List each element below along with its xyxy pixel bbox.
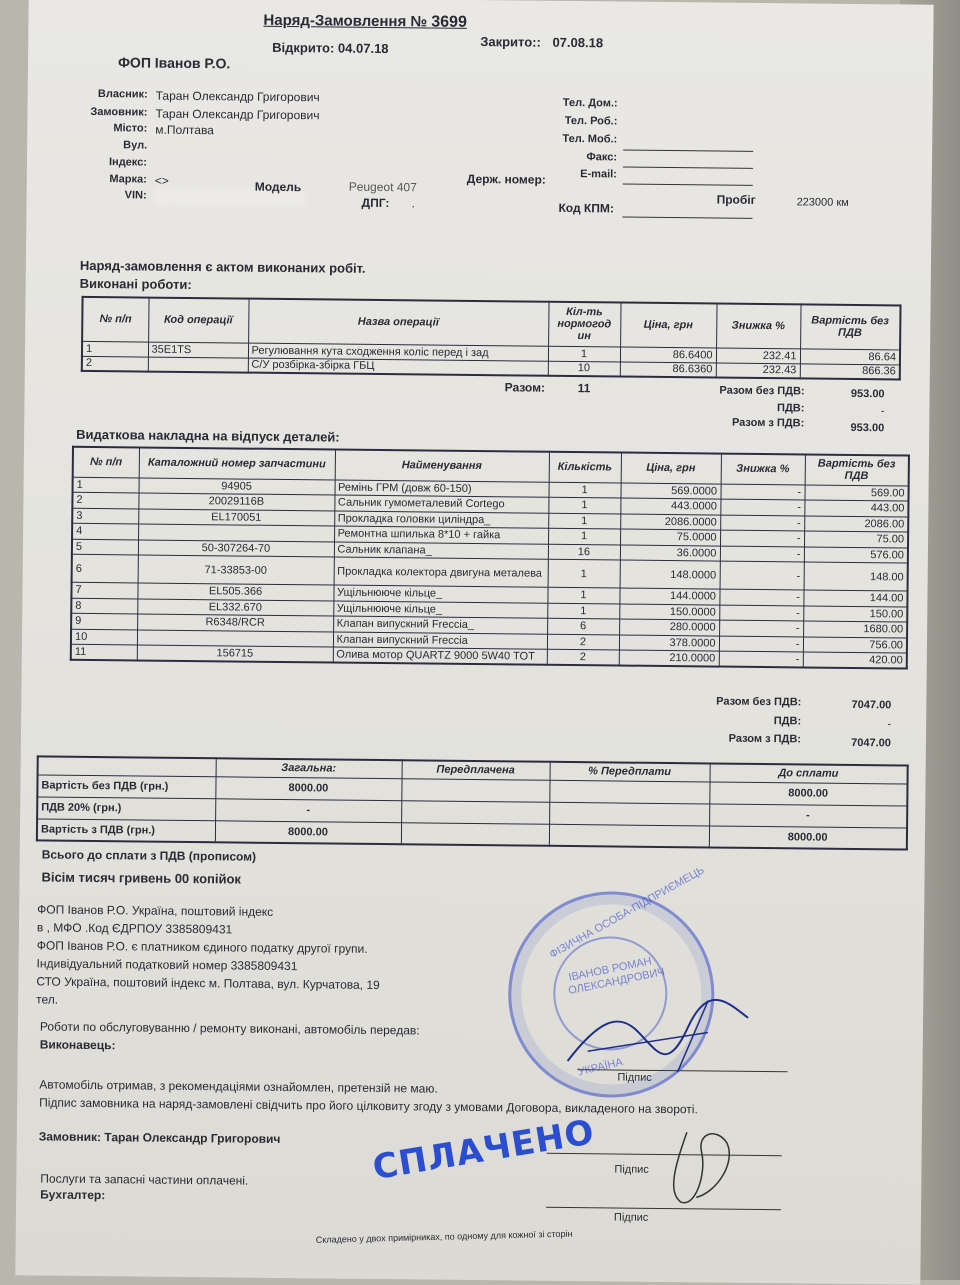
parts-table-cell: Сальник клапана_ bbox=[334, 542, 548, 560]
parts-table-cell: 2086.00 bbox=[804, 515, 908, 532]
order-number: 3699 bbox=[431, 13, 467, 31]
summary-table-cell bbox=[401, 822, 549, 846]
summary-table-cell bbox=[401, 778, 549, 802]
closed-row bbox=[480, 34, 603, 50]
info-line-3: ФОП Іванов Р.О. є платником єдиного податку другої групи. bbox=[36, 938, 368, 956]
act-statement: Наряд-замовлення є актом виконаних робіт. bbox=[79, 257, 366, 276]
parts-table-cell: Ремонтна шпилька 8*10 + гайка bbox=[334, 526, 548, 544]
summary-table-cell: ПДВ 20% (грн.) bbox=[37, 796, 215, 820]
parts-table-cell: 9 bbox=[71, 613, 137, 629]
parts-vat-value: - bbox=[887, 718, 892, 731]
model-label: Модель bbox=[254, 179, 302, 195]
works-table-cell: 10 bbox=[548, 361, 620, 377]
parts-table-cell: 50-307264-70 bbox=[138, 539, 334, 557]
parts-table-cell: - bbox=[719, 636, 803, 652]
seal-outer-text: ФІЗИЧНА ОСОБА-ПІДПРИЄМЕЦЬ bbox=[547, 864, 707, 961]
works-table-cell bbox=[148, 357, 248, 373]
parts-table-cell: 1 bbox=[548, 513, 620, 529]
parts-table-cell: EL170051 bbox=[138, 508, 334, 526]
parts-table-cell: 144.0000 bbox=[619, 588, 719, 605]
document-title bbox=[263, 12, 467, 32]
parts-with-vat-value: 7047.00 bbox=[851, 736, 892, 750]
fax-line bbox=[623, 167, 753, 169]
summary-table-cell: Вартість без ПДВ (грн.) bbox=[37, 774, 215, 798]
parts-table-cell: 144.00 bbox=[803, 590, 907, 607]
summary-table-cell: Вартість з ПДВ (грн.) bbox=[37, 818, 215, 842]
owner-value: Таран Олександр Григорович bbox=[155, 88, 320, 105]
customer-value: Таран Олександр Григорович bbox=[155, 106, 320, 123]
parts-table-cell: 6 bbox=[547, 618, 619, 634]
street-label: Вул. bbox=[123, 139, 148, 152]
parts-table-cell: 569.00 bbox=[804, 484, 908, 501]
summary-table-cell: - bbox=[709, 803, 907, 827]
opened-date: 04.07.18 bbox=[337, 40, 389, 57]
parts-table-cell: 75.00 bbox=[804, 531, 908, 548]
works-col-discount: Знижка % bbox=[716, 304, 800, 349]
parts-with-vat-label: Разом з ПДВ: bbox=[728, 732, 802, 746]
parts-table-cell: 7 bbox=[71, 582, 137, 598]
summary-col-due: До сплати bbox=[710, 763, 908, 783]
parts-table-cell: Ущільнююче кільце_ bbox=[333, 585, 547, 603]
parts-table-cell: 210.0000 bbox=[619, 650, 719, 667]
parts-col-name: Найменування bbox=[335, 450, 549, 482]
parts-table-cell: 2 bbox=[72, 492, 138, 508]
works-with-vat-value: 953.00 bbox=[850, 421, 885, 435]
invoice-sheet bbox=[15, 0, 933, 1285]
parts-table-cell: - bbox=[720, 530, 804, 546]
parts-table-cell: 3 bbox=[72, 508, 138, 524]
works-col-hours: Кіл-ть нормогод ин bbox=[548, 302, 620, 347]
parts-table-cell: 8 bbox=[71, 598, 137, 614]
parts-table-cell: 280.0000 bbox=[619, 619, 719, 636]
parts-table-cell: 1 bbox=[548, 559, 620, 588]
dpg-value: . bbox=[411, 196, 415, 211]
parts-table-cell: 2 bbox=[547, 649, 619, 665]
parts-vat-label: ПДВ: bbox=[773, 715, 802, 728]
works-table-cell: 86.64 bbox=[800, 348, 900, 364]
parts-table-cell: 569.0000 bbox=[620, 483, 720, 500]
works-table-cell: Регулювання кута сходження коліс перед і зад bbox=[248, 343, 548, 361]
fax-label: Факс: bbox=[586, 151, 618, 164]
works-table-cell: 232.43 bbox=[716, 363, 800, 379]
parts-table-cell: - bbox=[720, 561, 804, 590]
parts-table-cell: Прокладка головки циліндра_ bbox=[334, 511, 548, 529]
parts-table-cell: 148.0000 bbox=[620, 560, 720, 589]
parts-col-num: № п/п bbox=[73, 447, 139, 478]
works-no-vat-label: Разом без ПДВ: bbox=[719, 384, 805, 398]
executor-signature bbox=[557, 991, 758, 1083]
summary-table-cell: 8000.00 bbox=[215, 820, 401, 844]
parts-table-cell: 5 bbox=[72, 539, 138, 555]
parts-table-cell: Ремінь ГРМ (довж 60-150) bbox=[335, 480, 549, 498]
parts-table-cell: 1680.00 bbox=[803, 621, 907, 638]
parts-table-cell: EL505.366 bbox=[137, 583, 333, 601]
customer-sign-text: Замовник: Таран Олександр Григорович bbox=[38, 1129, 281, 1146]
parts-table-cell: Сальник гумометалевий Cortego bbox=[334, 495, 548, 513]
customer-sign-label: Підпис bbox=[614, 1163, 649, 1176]
parts-table-cell: 2086.0000 bbox=[620, 514, 720, 531]
works-table-cell: 866.36 bbox=[800, 363, 900, 379]
received-text: Автомобіль отримав, з рекомендаціями ознайомлен, претензій не маю. bbox=[39, 1077, 438, 1096]
works-col-code: Код операції bbox=[148, 298, 248, 343]
summary-col-prepaid: Передплачена bbox=[402, 760, 550, 780]
parts-table-cell: 11 bbox=[71, 644, 137, 660]
seal-country-text: УКРАЇНА bbox=[576, 1056, 624, 1079]
customer-signature bbox=[656, 1122, 747, 1213]
parts-table-cell: Клапан випускний Freccia_ bbox=[333, 616, 547, 634]
executor-label: Виконавець: bbox=[39, 1037, 116, 1053]
parts-table-cell: - bbox=[720, 515, 804, 531]
summary-table-cell: 8000.00 bbox=[215, 776, 401, 800]
parts-table-cell: Олива мотор QUARTZ 9000 5W40 TOT bbox=[333, 647, 547, 665]
model-value: Peugeot 407 bbox=[348, 179, 417, 195]
parts-table-cell: EL332.670 bbox=[137, 598, 333, 616]
summary-col-label bbox=[38, 756, 216, 776]
parts-table-cell: Ущільнююче кільце_ bbox=[333, 601, 547, 619]
accountant-sign-label: Підпис bbox=[613, 1211, 649, 1224]
parts-table-cell: Клапан випускний Freccia bbox=[333, 632, 547, 650]
parts-table-cell: 1 bbox=[547, 587, 619, 603]
tel-mob-label: Тел. Моб.: bbox=[562, 132, 618, 146]
plate-label: Держ. номер: bbox=[466, 171, 546, 187]
parts-table-cell: 576.00 bbox=[804, 546, 908, 563]
amount-words-label: Всього до сплати з ПДВ (прописом) bbox=[41, 847, 257, 864]
parts-table-cell: 378.0000 bbox=[619, 635, 719, 652]
email-line bbox=[623, 184, 753, 186]
info-line-4: Індивідуальний податковий номер 3385809431 bbox=[36, 956, 298, 974]
summary-table-cell bbox=[549, 802, 709, 826]
works-heading: Виконані роботи: bbox=[79, 275, 192, 293]
summary-table-cell bbox=[549, 780, 709, 804]
works-col-total: Вартість без ПДВ bbox=[800, 304, 900, 349]
summary-table-cell: - bbox=[215, 798, 401, 822]
city-label: Місто: bbox=[113, 122, 148, 135]
works-table-cell: 86.6360 bbox=[620, 362, 716, 378]
works-vat-value: - bbox=[880, 405, 885, 418]
paid-stamp: СПЛАЧЕНО bbox=[369, 1112, 598, 1189]
owner-label: Власник: bbox=[97, 88, 148, 101]
tel-work-label: Тел. Роб.: bbox=[564, 114, 618, 128]
parts-table bbox=[70, 446, 910, 670]
dpg-label: ДПГ: bbox=[361, 195, 390, 211]
works-table-cell: 35E1TS bbox=[148, 342, 248, 358]
works-table bbox=[81, 296, 902, 381]
parts-col-price: Ціна, грн bbox=[621, 453, 721, 484]
parts-table-cell: 1 bbox=[547, 603, 619, 619]
parts-table-cell: - bbox=[719, 620, 803, 636]
tel-home-label: Тел. Дом.: bbox=[562, 96, 618, 110]
accountant-label: Бухгалтер: bbox=[40, 1187, 106, 1203]
paid-note: Послуги та запасні частини оплачені. bbox=[40, 1171, 249, 1188]
summary-table-cell bbox=[401, 800, 549, 824]
executor-sign-label: Підпис bbox=[617, 1071, 652, 1084]
parts-table-cell: 71-33853-00 bbox=[138, 555, 334, 585]
parts-heading: Видаткова накладна на відпуск деталей: bbox=[76, 426, 340, 445]
parts-table-cell: 756.00 bbox=[803, 636, 907, 653]
parts-table-cell: 16 bbox=[548, 544, 620, 560]
works-col-num: № п/п bbox=[82, 297, 148, 342]
parts-table-cell: 420.00 bbox=[803, 652, 907, 669]
vin-label: VIN: bbox=[124, 189, 147, 202]
agreement-text: Підпис замовника на наряд-замовлені свідчить про його цілковиту згоду з умовами Договора, викладеного на звороті. bbox=[39, 1095, 698, 1117]
works-no-vat-value: 953.00 bbox=[850, 387, 885, 401]
closed-date: 07.08.18 bbox=[552, 34, 604, 51]
parts-col-total: Вартість без ПДВ bbox=[805, 454, 909, 485]
parts-table-cell: 1 bbox=[73, 477, 139, 493]
info-line-2: в , МФО .Код ЄДРПОУ 3385809431 bbox=[36, 920, 233, 937]
parts-col-qty: Кількість bbox=[549, 452, 621, 483]
parts-table-cell: 150.00 bbox=[803, 605, 907, 622]
summary-col-total: Загальна: bbox=[216, 758, 402, 778]
summary-col-prepaid-pct: % Передплати bbox=[550, 762, 710, 782]
parts-col-discount: Знижка % bbox=[721, 454, 805, 485]
kpm-line bbox=[622, 217, 752, 219]
summary-table-cell bbox=[549, 824, 709, 848]
parts-table-cell: 4 bbox=[72, 523, 138, 539]
parts-table-cell: 36.0000 bbox=[620, 545, 720, 562]
works-table-cell: С/У розбірка-збірка ГБЦ bbox=[248, 358, 548, 376]
opened-row bbox=[272, 40, 389, 56]
parts-table-cell: 1 bbox=[548, 482, 620, 498]
parts-table-cell: 6 bbox=[72, 554, 138, 583]
seal-name-text: ІВАНОВ РОМАН ОЛЕКСАНДРОВИЧ bbox=[567, 955, 666, 998]
email-label: E-mail: bbox=[580, 168, 617, 181]
parts-table-cell: - bbox=[720, 484, 804, 500]
copies-note: Складено у двох примірниках, по одному для кожної зі сторін bbox=[315, 1228, 573, 1245]
company-name: ФОП Іванов Р.О. bbox=[117, 54, 231, 72]
works-table-cell: 1 bbox=[548, 346, 620, 362]
opened-label: Відкрито: bbox=[272, 39, 335, 56]
brand-value: <> bbox=[154, 173, 169, 188]
parts-table-cell: 150.0000 bbox=[619, 604, 719, 621]
parts-no-vat-label: Разом без ПДВ: bbox=[716, 695, 802, 709]
parts-table-cell: 20029116B bbox=[138, 493, 334, 511]
customer-label: Замовник: bbox=[90, 105, 148, 119]
parts-table-cell: - bbox=[719, 589, 803, 605]
summary-table bbox=[36, 755, 909, 850]
parts-no-vat-value: 7047.00 bbox=[851, 698, 892, 712]
closed-label: Закрито:: bbox=[480, 34, 541, 50]
info-line-6: тел. bbox=[36, 992, 59, 1007]
summary-table-cell: 8000.00 bbox=[709, 825, 907, 849]
work-done-text: Роботи по обслуговуванню / ремонту виконані, автомобіль передав: bbox=[39, 1019, 420, 1038]
parts-table-cell: 443.0000 bbox=[620, 498, 720, 515]
title-text: Наряд-Замовлення № bbox=[263, 11, 428, 31]
amount-words: Вісім тисяч гривень 00 копійок bbox=[41, 869, 242, 887]
info-line-1: ФОП Іванов Р.О. Україна, поштовий індекс bbox=[37, 902, 274, 919]
parts-table-cell: 443.00 bbox=[804, 500, 908, 517]
kpm-label: Код КПМ: bbox=[558, 200, 614, 216]
parts-table-cell: - bbox=[720, 546, 804, 562]
works-total-label: Разом: bbox=[504, 380, 546, 395]
parts-table-cell: 2 bbox=[547, 634, 619, 650]
tel-mob-line bbox=[623, 150, 753, 152]
parts-table-cell: 75.0000 bbox=[620, 529, 720, 546]
mileage-value: 223000 км bbox=[796, 196, 849, 209]
parts-table-cell: 1 bbox=[548, 528, 620, 544]
works-table-cell: 1 bbox=[82, 341, 148, 357]
parts-table-cell: 148.00 bbox=[804, 562, 908, 591]
parts-table-cell: Прокладка колектора двигуна металева bbox=[334, 557, 548, 587]
brand-label: Марка: bbox=[109, 173, 147, 186]
works-total-qty: 11 bbox=[577, 381, 591, 396]
info-line-5: СТО Україна, поштовий індекс м. Полтава, вул. Курчатова, 19 bbox=[36, 974, 380, 993]
parts-table-cell: - bbox=[719, 651, 803, 667]
works-table-cell: 2 bbox=[82, 356, 148, 372]
mileage-label: Пробіг bbox=[716, 192, 756, 207]
parts-table-cell: - bbox=[720, 499, 804, 515]
works-col-name: Назва операції bbox=[248, 299, 548, 346]
works-table-cell: 232.41 bbox=[716, 348, 800, 364]
parts-table-cell: R6348/RCR bbox=[137, 614, 333, 632]
parts-col-catalog: Каталожний номер запчастини bbox=[139, 447, 335, 479]
works-table-cell: 86.6400 bbox=[620, 347, 716, 363]
works-col-price: Ціна, грн bbox=[620, 303, 716, 348]
works-with-vat-label: Разом з ПДВ: bbox=[731, 416, 805, 430]
parts-table-cell: 1 bbox=[548, 497, 620, 513]
parts-table-cell: - bbox=[719, 605, 803, 621]
parts-table-cell: 156715 bbox=[137, 645, 333, 663]
parts-table-cell: 94905 bbox=[139, 477, 335, 495]
summary-table-cell: 8000.00 bbox=[709, 781, 907, 805]
index-label: Індекс: bbox=[108, 156, 148, 169]
city-value: м.Полтава bbox=[155, 122, 214, 138]
parts-table-cell: 10 bbox=[71, 629, 137, 645]
works-vat-label: ПДВ: bbox=[777, 402, 805, 415]
